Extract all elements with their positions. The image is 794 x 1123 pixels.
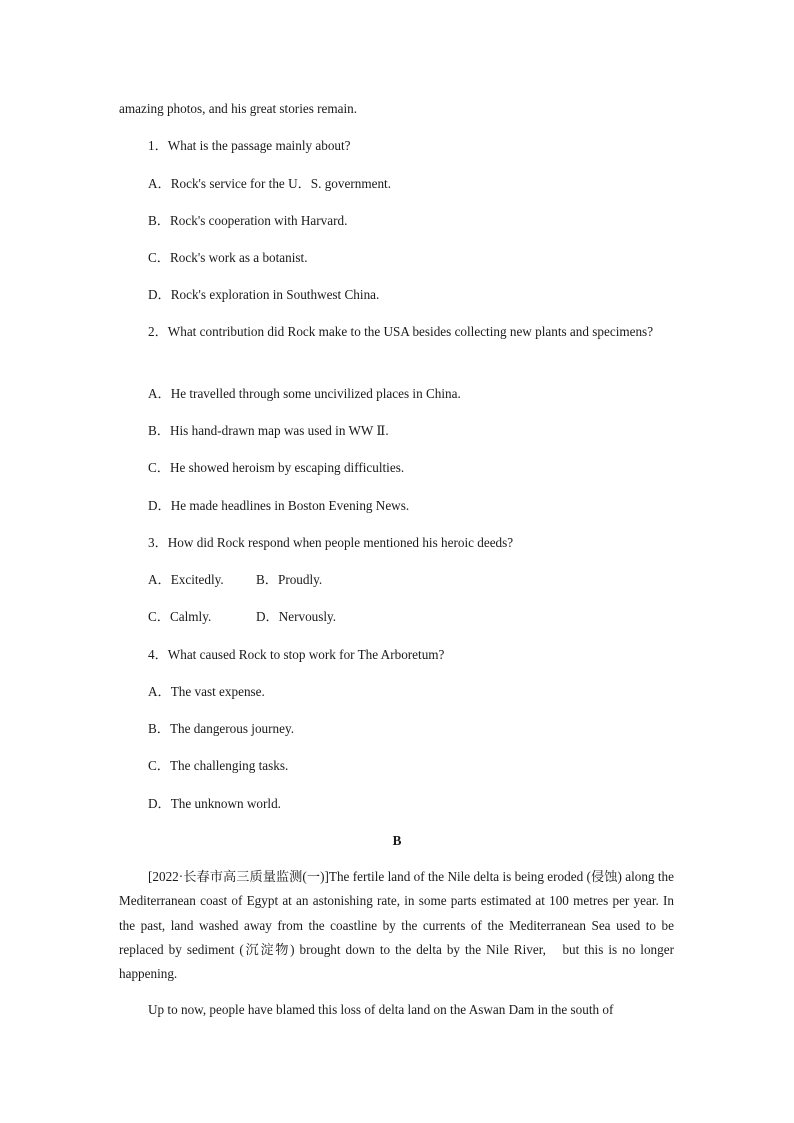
question-1-option-c: C．Rock's work as a botanist. bbox=[148, 250, 308, 265]
continuation-text: amazing photos, and his great stories remain. bbox=[119, 101, 358, 116]
question-1-option-d: D．Rock's exploration in Southwest China. bbox=[148, 287, 380, 302]
question-3-option-b: B．Proudly. bbox=[256, 572, 323, 587]
question-1-stem: 1．What is the passage mainly about? bbox=[148, 138, 351, 153]
question-2-option-b: B．His hand-drawn map was used in WW Ⅱ. bbox=[148, 423, 389, 438]
question-1-option-a: A．Rock's service for the U．S. government. bbox=[148, 176, 391, 191]
question-2-stem: 2．What contribution did Rock make to the USA besides collecting new plants and specimens? bbox=[148, 324, 654, 339]
question-4-option-d: D．The unknown world. bbox=[148, 796, 281, 811]
section-b-paragraph-2: Up to now, people have blamed this loss of delta land on the Aswan Dam in the south of bbox=[148, 1002, 614, 1017]
question-4-option-c: C．The challenging tasks. bbox=[148, 758, 289, 773]
question-4-option-a: A．The vast expense. bbox=[148, 684, 265, 699]
question-2-option-a: A．He travelled through some uncivilized places in China. bbox=[148, 386, 461, 401]
question-3-option-a: A．Excitedly. bbox=[148, 572, 224, 587]
question-4-option-b: B．The dangerous journey. bbox=[148, 721, 295, 736]
question-2-option-c: C．He showed heroism by escaping difficulties. bbox=[148, 460, 405, 475]
question-3-option-d: D．Nervously. bbox=[256, 609, 337, 624]
question-3-option-c: C．Calmly. bbox=[148, 609, 212, 624]
section-b-heading: B bbox=[392, 833, 402, 848]
question-2-option-d: D．He made headlines in Boston Evening News. bbox=[148, 498, 410, 513]
question-3-stem: 3．How did Rock respond when people mentioned his heroic deeds? bbox=[148, 535, 514, 550]
section-b-paragraph-1: [2022·长春市高三质量监测(一)]The fertile land of the Nile delta is being eroded (侵蚀) along the Mediterranean coast of Egypt at an astonishing rate, in some parts estimated at 100 metres per year. In the past, land washed away from the coastline by the currents of the Mediterranean Sea used to be replaced by sediment (沉淀物) brought down to the delta by the Nile River, but this is no longer happening. bbox=[119, 869, 674, 982]
question-4-stem: 4．What caused Rock to stop work for The Arboretum? bbox=[148, 647, 445, 662]
question-1-option-b: B．Rock's cooperation with Harvard. bbox=[148, 213, 348, 228]
